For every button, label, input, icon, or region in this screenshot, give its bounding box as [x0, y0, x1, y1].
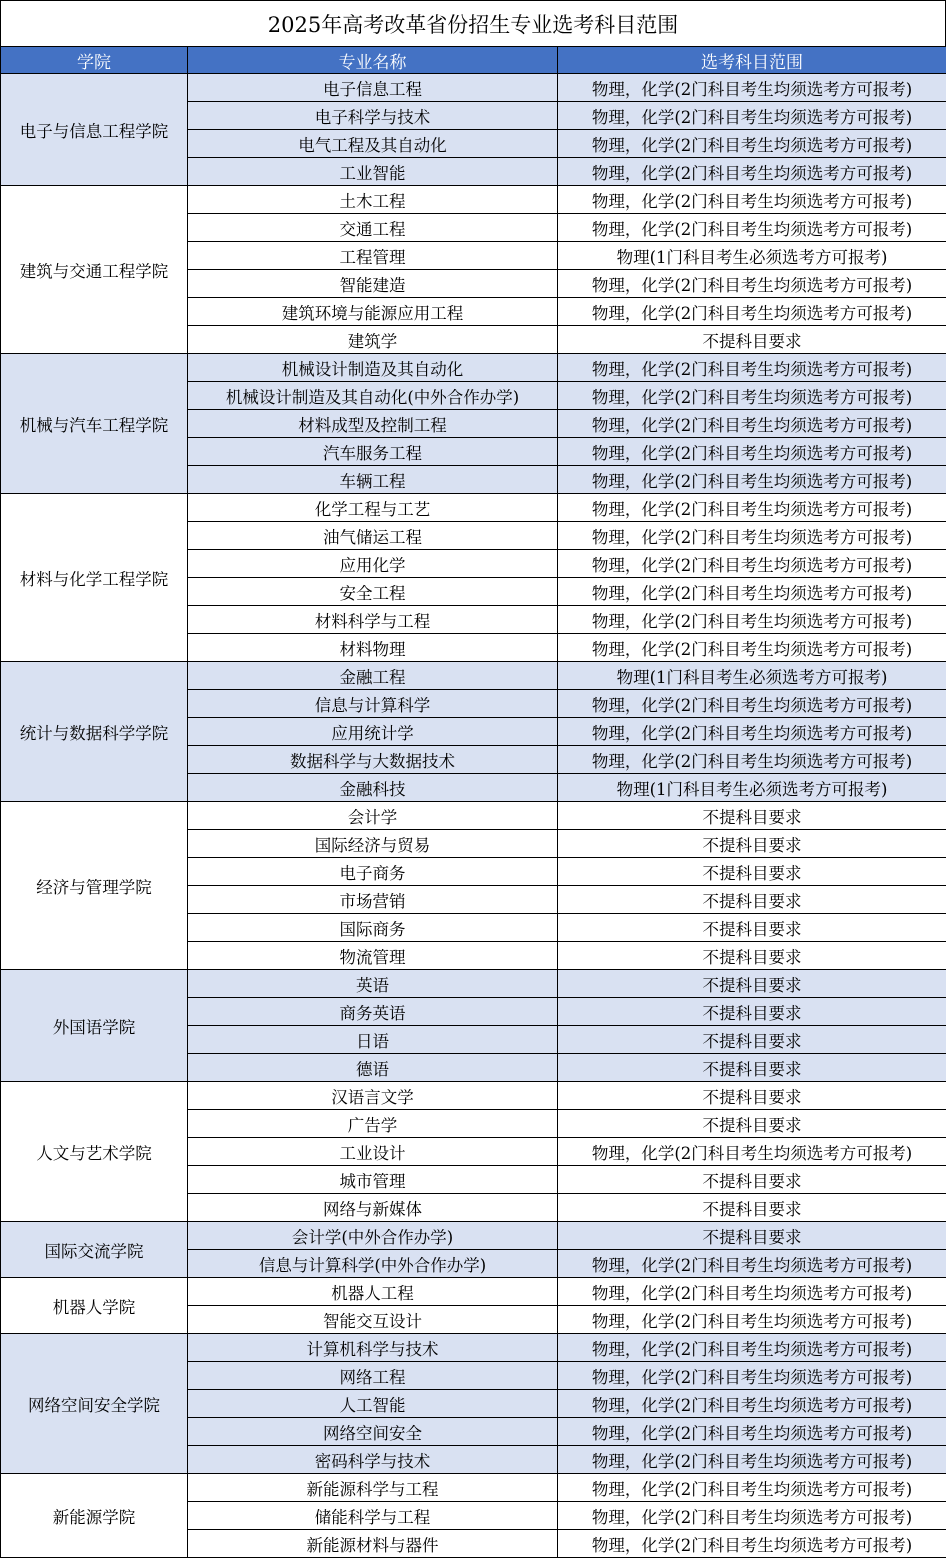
major-cell: 工业设计: [188, 1138, 558, 1166]
major-cell: 智能建造: [188, 270, 558, 298]
major-cell: 材料科学与工程: [188, 606, 558, 634]
subjects-cell: 物理，化学(2门科目考生均须选考方可报考): [558, 1278, 946, 1306]
major-cell: 工程管理: [188, 242, 558, 270]
subjects-cell: 不提科目要求: [558, 970, 946, 998]
major-cell: 化学工程与工艺: [188, 494, 558, 522]
major-cell: 会计学(中外合作办学): [188, 1222, 558, 1250]
major-cell: 网络工程: [188, 1362, 558, 1390]
subjects-cell: 物理，化学(2门科目考生均须选考方可报考): [558, 1390, 946, 1418]
major-cell: 电子信息工程: [188, 74, 558, 102]
header-college: 学院: [1, 47, 188, 74]
subjects-cell: 不提科目要求: [558, 830, 946, 858]
major-cell: 金融工程: [188, 662, 558, 690]
major-cell: 机械设计制造及其自动化: [188, 354, 558, 382]
subjects-cell: 不提科目要求: [558, 802, 946, 830]
major-cell: 建筑环境与能源应用工程: [188, 298, 558, 326]
subjects-cell: 物理，化学(2门科目考生均须选考方可报考): [558, 438, 946, 466]
subjects-cell: 不提科目要求: [558, 1166, 946, 1194]
table-row: [1, 1222, 946, 1250]
major-cell: 车辆工程: [188, 466, 558, 494]
subjects-cell: 物理，化学(2门科目考生均须选考方可报考): [558, 186, 946, 214]
major-cell: 金融科技: [188, 774, 558, 802]
college-cell: 建筑与交通工程学院: [1, 186, 188, 354]
major-cell: 机械设计制造及其自动化(中外合作办学): [188, 382, 558, 410]
subjects-cell: 物理，化学(2门科目考生均须选考方可报考): [558, 1250, 946, 1278]
subjects-cell: 物理，化学(2门科目考生均须选考方可报考): [558, 690, 946, 718]
major-cell: 油气储运工程: [188, 522, 558, 550]
table-row: [1, 802, 946, 830]
subjects-cell: 物理，化学(2门科目考生均须选考方可报考): [558, 382, 946, 410]
major-cell: 计算机科学与技术: [188, 1334, 558, 1362]
subjects-cell: 物理(1门科目考生必须选考方可报考): [558, 662, 946, 690]
major-cell: 英语: [188, 970, 558, 998]
major-cell: 物流管理: [188, 942, 558, 970]
major-cell: 国际商务: [188, 914, 558, 942]
header-row: [1, 47, 946, 74]
college-cell: 机械与汽车工程学院: [1, 354, 188, 494]
subjects-cell: 物理，化学(2门科目考生均须选考方可报考): [558, 1446, 946, 1474]
major-cell: 材料物理: [188, 634, 558, 662]
subjects-cell: 物理，化学(2门科目考生均须选考方可报考): [558, 578, 946, 606]
major-cell: 新能源材料与器件: [188, 1530, 558, 1558]
major-cell: 汉语言文学: [188, 1082, 558, 1110]
major-cell: 信息与计算科学(中外合作办学): [188, 1250, 558, 1278]
major-cell: 城市管理: [188, 1166, 558, 1194]
major-cell: 国际经济与贸易: [188, 830, 558, 858]
subjects-cell: 物理，化学(2门科目考生均须选考方可报考): [558, 1530, 946, 1558]
subjects-cell: 物理，化学(2门科目考生均须选考方可报考): [558, 1418, 946, 1446]
table-row: [1, 1334, 946, 1362]
major-cell: 电子商务: [188, 858, 558, 886]
table-row: [1, 662, 946, 690]
college-cell: 新能源学院: [1, 1474, 188, 1558]
subjects-cell: 不提科目要求: [558, 1054, 946, 1082]
college-cell: 外国语学院: [1, 970, 188, 1082]
subjects-cell: 物理，化学(2门科目考生均须选考方可报考): [558, 102, 946, 130]
table-row: [1, 1474, 946, 1502]
major-cell: 材料成型及控制工程: [188, 410, 558, 438]
subjects-cell: 不提科目要求: [558, 942, 946, 970]
college-cell: 国际交流学院: [1, 1222, 188, 1278]
major-cell: 土木工程: [188, 186, 558, 214]
header-subjects: 选考科目范围: [558, 47, 946, 74]
subjects-cell: 不提科目要求: [558, 1222, 946, 1250]
subjects-cell: 物理(1门科目考生必须选考方可报考): [558, 242, 946, 270]
major-cell: 数据科学与大数据技术: [188, 746, 558, 774]
subjects-cell: 物理，化学(2门科目考生均须选考方可报考): [558, 466, 946, 494]
major-cell: 机器人工程: [188, 1278, 558, 1306]
subjects-cell: 物理，化学(2门科目考生均须选考方可报考): [558, 410, 946, 438]
table-row: [1, 186, 946, 214]
subjects-cell: 不提科目要求: [558, 1026, 946, 1054]
subjects-cell: 不提科目要求: [558, 1194, 946, 1222]
college-cell: 经济与管理学院: [1, 802, 188, 970]
subjects-cell: 物理，化学(2门科目考生均须选考方可报考): [558, 1138, 946, 1166]
college-cell: 网络空间安全学院: [1, 1334, 188, 1474]
major-cell: 信息与计算科学: [188, 690, 558, 718]
subjects-cell: 物理，化学(2门科目考生均须选考方可报考): [558, 1306, 946, 1334]
major-cell: 建筑学: [188, 326, 558, 354]
subjects-cell: 物理，化学(2门科目考生均须选考方可报考): [558, 1474, 946, 1502]
college-cell: 材料与化学工程学院: [1, 494, 188, 662]
major-cell: 应用统计学: [188, 718, 558, 746]
major-cell: 商务英语: [188, 998, 558, 1026]
subjects-cell: 物理(1门科目考生必须选考方可报考): [558, 774, 946, 802]
major-cell: 网络空间安全: [188, 1418, 558, 1446]
major-cell: 网络与新媒体: [188, 1194, 558, 1222]
college-cell: 统计与数据科学学院: [1, 662, 188, 802]
major-cell: 工业智能: [188, 158, 558, 186]
subjects-cell: 不提科目要求: [558, 998, 946, 1026]
major-cell: 密码科学与技术: [188, 1446, 558, 1474]
subjects-cell: 不提科目要求: [558, 886, 946, 914]
table-row: [1, 494, 946, 522]
subjects-cell: 物理，化学(2门科目考生均须选考方可报考): [558, 1502, 946, 1530]
subjects-cell: 不提科目要求: [558, 1082, 946, 1110]
subject-requirements-table: [0, 46, 946, 1558]
subjects-cell: 物理，化学(2门科目考生均须选考方可报考): [558, 298, 946, 326]
major-cell: 会计学: [188, 802, 558, 830]
subjects-cell: 物理，化学(2门科目考生均须选考方可报考): [558, 718, 946, 746]
major-cell: 电子科学与技术: [188, 102, 558, 130]
subjects-cell: 物理，化学(2门科目考生均须选考方可报考): [558, 214, 946, 242]
major-cell: 电气工程及其自动化: [188, 130, 558, 158]
table-row: [1, 354, 946, 382]
major-cell: 人工智能: [188, 1390, 558, 1418]
subjects-cell: 物理，化学(2门科目考生均须选考方可报考): [558, 606, 946, 634]
subjects-cell: 物理，化学(2门科目考生均须选考方可报考): [558, 746, 946, 774]
subjects-cell: 不提科目要求: [558, 858, 946, 886]
college-cell: 人文与艺术学院: [1, 1082, 188, 1222]
table-row: [1, 1278, 946, 1306]
subjects-cell: 物理，化学(2门科目考生均须选考方可报考): [558, 1334, 946, 1362]
subjects-cell: 物理，化学(2门科目考生均须选考方可报考): [558, 522, 946, 550]
header-major: 专业名称: [188, 47, 558, 74]
table-body: [1, 74, 946, 1558]
subjects-cell: 物理，化学(2门科目考生均须选考方可报考): [558, 1362, 946, 1390]
subjects-cell: 物理，化学(2门科目考生均须选考方可报考): [558, 270, 946, 298]
college-cell: 机器人学院: [1, 1278, 188, 1334]
subjects-cell: 物理，化学(2门科目考生均须选考方可报考): [558, 354, 946, 382]
subjects-cell: 不提科目要求: [558, 1110, 946, 1138]
major-cell: 广告学: [188, 1110, 558, 1138]
major-cell: 智能交互设计: [188, 1306, 558, 1334]
major-cell: 市场营销: [188, 886, 558, 914]
major-cell: 汽车服务工程: [188, 438, 558, 466]
document-title: 2025年高考改革省份招生专业选考科目范围: [0, 0, 946, 46]
subjects-cell: 物理，化学(2门科目考生均须选考方可报考): [558, 550, 946, 578]
major-cell: 新能源科学与工程: [188, 1474, 558, 1502]
subjects-cell: 物理，化学(2门科目考生均须选考方可报考): [558, 130, 946, 158]
table-row: [1, 1082, 946, 1110]
major-cell: 日语: [188, 1026, 558, 1054]
major-cell: 安全工程: [188, 578, 558, 606]
subjects-cell: 不提科目要求: [558, 914, 946, 942]
subjects-cell: 物理，化学(2门科目考生均须选考方可报考): [558, 158, 946, 186]
major-cell: 交通工程: [188, 214, 558, 242]
college-cell: 电子与信息工程学院: [1, 74, 188, 186]
subjects-cell: 物理，化学(2门科目考生均须选考方可报考): [558, 634, 946, 662]
major-cell: 储能科学与工程: [188, 1502, 558, 1530]
major-cell: 德语: [188, 1054, 558, 1082]
major-cell: 应用化学: [188, 550, 558, 578]
subjects-cell: 物理，化学(2门科目考生均须选考方可报考): [558, 74, 946, 102]
table-row: [1, 970, 946, 998]
subjects-cell: 不提科目要求: [558, 326, 946, 354]
table-row: [1, 74, 946, 102]
subjects-cell: 物理，化学(2门科目考生均须选考方可报考): [558, 494, 946, 522]
